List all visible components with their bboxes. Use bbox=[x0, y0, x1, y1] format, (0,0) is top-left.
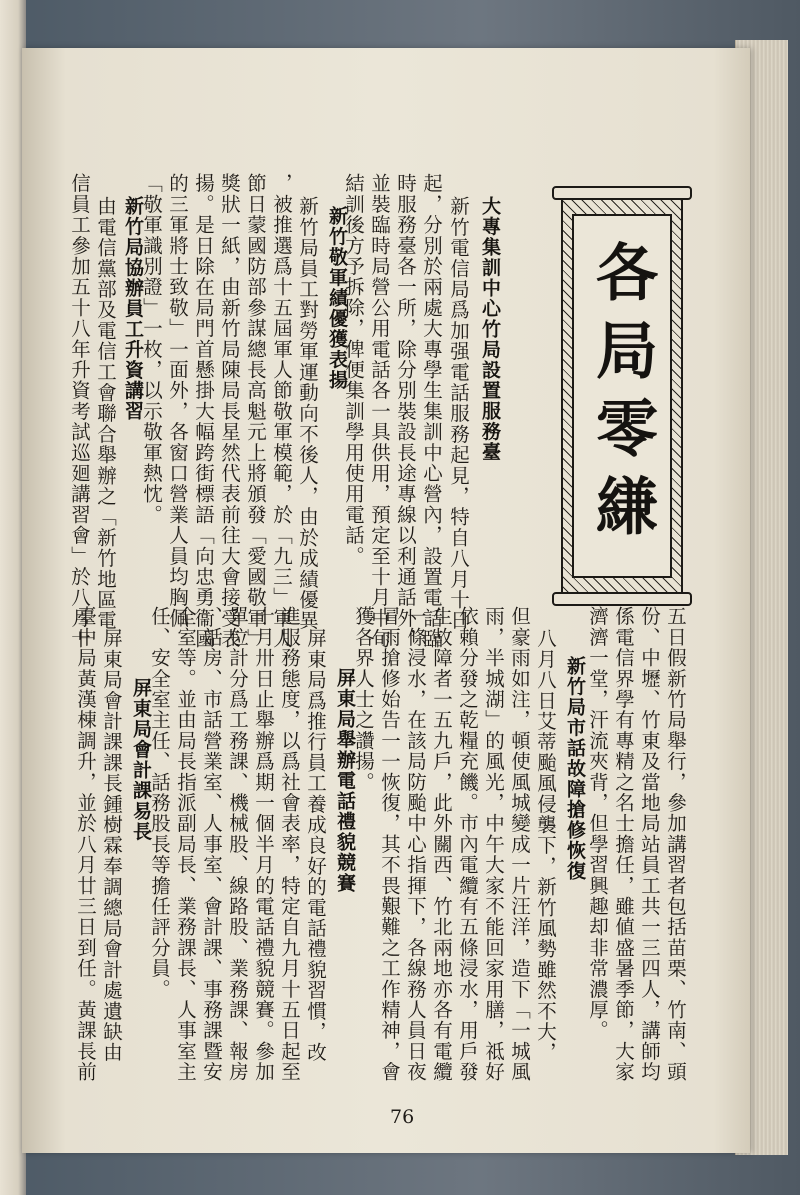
section-title: 各局零縑 bbox=[585, 240, 659, 552]
article-line: 臺中局黃漢棟調升，並於八月廿三日到任。黃課長前 bbox=[74, 606, 97, 1083]
section-title-scroll bbox=[552, 186, 692, 606]
article-line: 新竹電信局爲加强電話服務起見，特自八月十日 bbox=[447, 196, 470, 631]
article-line: 時服務臺各一所，除分別裝設長途專線以利通話外， bbox=[394, 173, 417, 650]
article-line: 全室等。並由局長指派副局長、業務課長、人事室主 bbox=[174, 606, 197, 1083]
article-line: 獲各界人士之讚揚。 bbox=[352, 606, 375, 793]
article-line: ，被推選爲十五屆軍人節敬軍模範，於「九三」軍人 bbox=[270, 173, 293, 650]
article-line: 、話房、市話營業室、人事室、會計課、事務課暨安 bbox=[200, 606, 223, 1083]
article-line: 的三軍將士致敬」一面外，各窗口營業人員均胸佩 bbox=[166, 173, 189, 629]
article-line: 五日假新竹局舉行，參加講習者包括苗栗、竹南、頭 bbox=[664, 606, 687, 1083]
article-headline-4: 新竹局市話故障搶修恢復 bbox=[564, 656, 586, 882]
article-line: 起，分別於兩處大專學生集訓中心營內，設置電話臨 bbox=[420, 173, 443, 650]
article-headline-1: 大專集訓中心竹局設置服務臺 bbox=[479, 196, 501, 463]
article-line: 生故障者一五九戶，此外關西、竹北兩地亦各有電纜 bbox=[430, 606, 453, 1083]
article-line: 係電信界學有專精之名士擔任，雖値盛暑季節，大家 bbox=[612, 606, 635, 1083]
article-line: 八月八日艾蒂颱風侵襲下，新竹風勢雖然不大， bbox=[534, 628, 557, 1063]
article-line: 節日蒙國防部參謀總長高魁元上將頒發「愛國敬軍」 bbox=[244, 173, 267, 650]
book-page bbox=[22, 48, 750, 1153]
article-headline-5: 屏東局舉辦電話禮貌競賽 bbox=[334, 668, 356, 894]
article-line: 雨，半城湖」的風光，中午大家不能回家用膳，祗好 bbox=[482, 606, 505, 1083]
article-line: 結訓後方予拆除，俾便集訓學用使用電話。 bbox=[342, 173, 365, 567]
article-line: 濟濟一堂，汗流夾背，但學習興趣却非常濃厚。 bbox=[586, 606, 609, 1041]
article-line: 屏東局會計課課長鍾樹霖奉調總局會計處遺缺由 bbox=[100, 628, 123, 1063]
article-line: 信員工參加五十八年升資考試巡廻講習會」於八月十 bbox=[68, 173, 91, 650]
article-headline-6: 屏東局會計課易長 bbox=[130, 678, 152, 842]
article-headline-3: 新竹局協辦員工升資講習 bbox=[122, 196, 144, 422]
article-line: 份、中壢、竹東及當地局站員工共一三四人，講師均 bbox=[638, 606, 661, 1083]
scroll-inner-panel bbox=[572, 214, 672, 578]
scroll-body bbox=[561, 198, 683, 594]
article-line: 由電信黨部及電信工會聯合舉辦之「新竹地區電 bbox=[94, 196, 117, 631]
article-line: 任、安全室主任、話務股長等擔任評分員。 bbox=[148, 606, 171, 1000]
article-line: 屏東局爲推行員工養成良好的電話禮貌習慣，改 bbox=[304, 628, 327, 1063]
article-line: 單位計分爲工務課、機械股、線路股、業務課、報房 bbox=[226, 606, 249, 1083]
scroll-rod-bottom bbox=[552, 592, 692, 606]
article-line: 獎狀一紙，由新竹局陳局長星然代表前往大會接受表 bbox=[218, 173, 241, 650]
article-line: 但豪雨如注，頓使風城變成一片汪洋，造下「一城風 bbox=[508, 606, 531, 1083]
page-number: 76 bbox=[390, 1106, 415, 1128]
article-line: 揚。是日除在局門首懸掛大幅跨街標語「向忠勇衞國 bbox=[192, 173, 215, 650]
article-headline-2: 新竹敬軍績優獲表揚 bbox=[326, 206, 348, 391]
article-line: 依賴分發之乾糧充饑。市內電纜有五條浸水，用戶發 bbox=[456, 606, 479, 1083]
article-line: 進服務態度，以爲社會表率，特定自九月十五日起至 bbox=[278, 606, 301, 1083]
article-line: 一條浸水，在該局防颱中心指揮下，各線務人員日夜 bbox=[404, 606, 427, 1083]
article-line: 「敬軍識別證」一枚，以示敬軍熱忱。 bbox=[140, 173, 163, 525]
article-line: 十月卅日止舉辦爲期一個半月的電話禮貌競賽。參加 bbox=[252, 606, 275, 1083]
article-line: 冒雨搶修始告一一恢復，其不畏艱難之工作精神，會 bbox=[378, 606, 401, 1083]
article-line: 並裝臨時局營公用電話各一具供用，預定至十月中旬 bbox=[368, 173, 391, 650]
article-line: 新竹局員工對勞軍運動向不後人，由於成績優異 bbox=[296, 196, 319, 631]
